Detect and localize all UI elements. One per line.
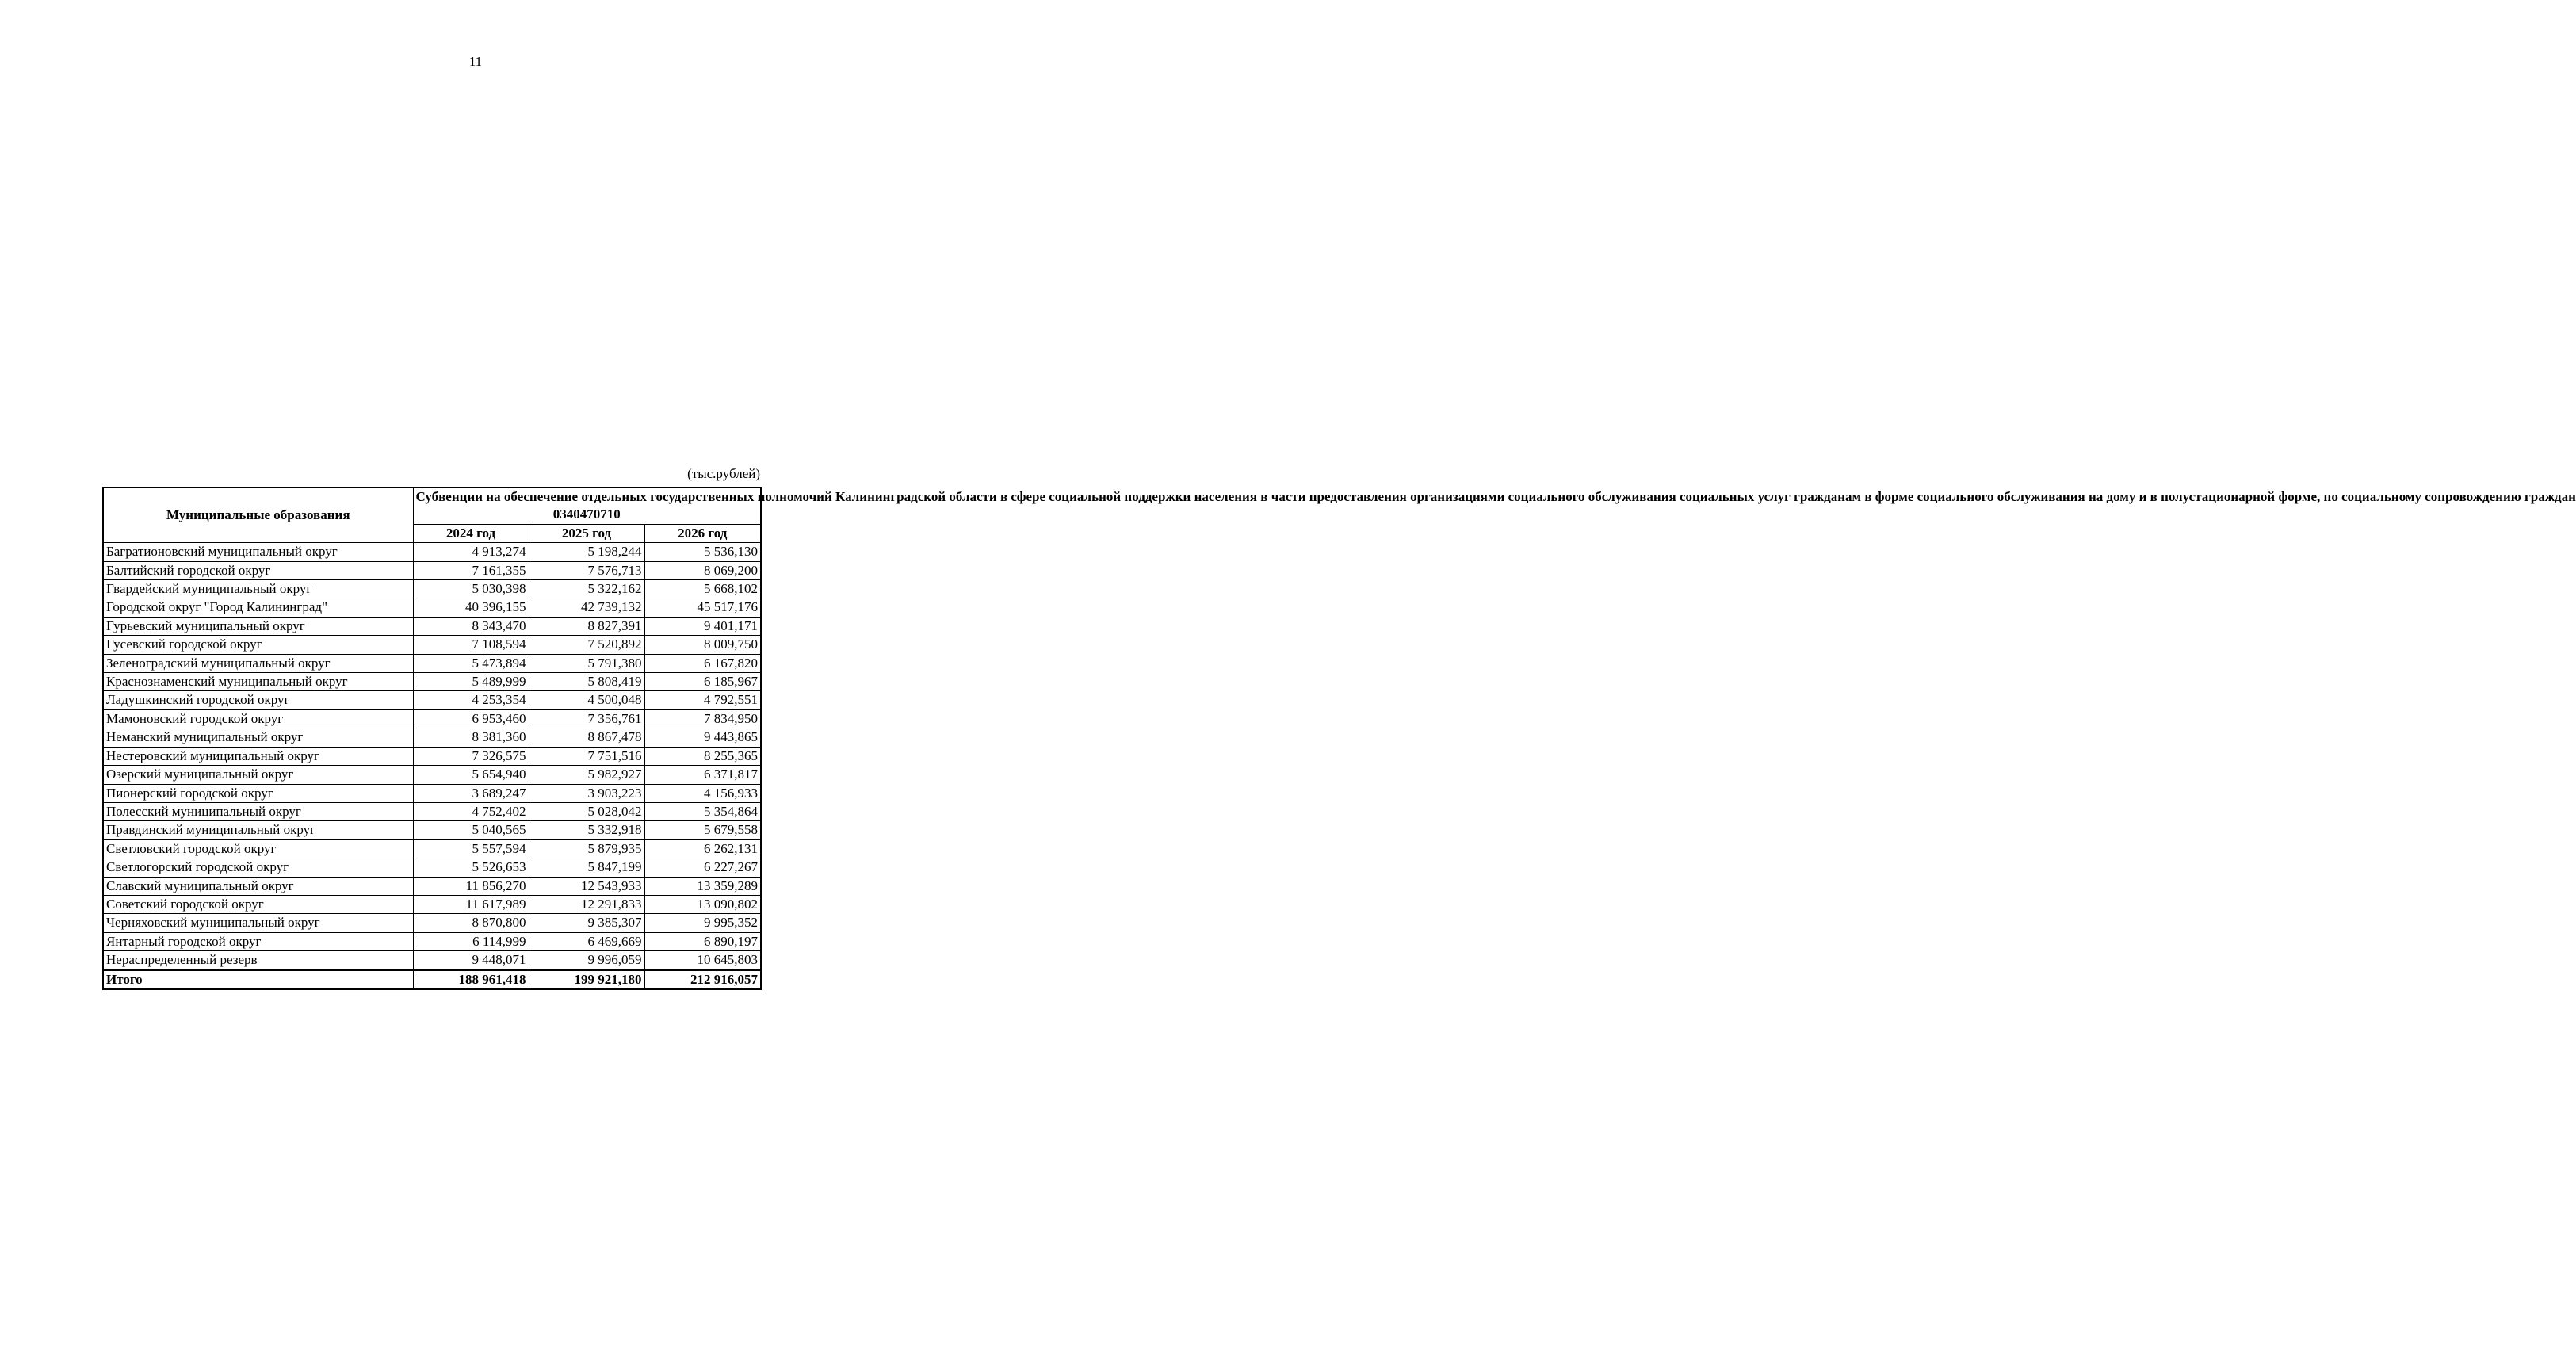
year-header-2026: 2026 год bbox=[644, 524, 761, 542]
table-row bbox=[103, 821, 761, 839]
value-cell-2025: 199 921,180 bbox=[529, 970, 644, 989]
municipality-name-cell: Ладушкинский городской округ bbox=[103, 691, 413, 709]
municipality-name-cell: Славский муниципальный округ bbox=[103, 877, 413, 895]
value-cell-2024: 6 953,460 bbox=[413, 709, 529, 728]
municipality-name-cell: Советский городской округ bbox=[103, 895, 413, 913]
municipality-name-cell: Неманский муниципальный округ bbox=[103, 728, 413, 747]
municipality-name-cell: Гурьевский муниципальный округ bbox=[103, 617, 413, 635]
table-row bbox=[103, 877, 761, 895]
municipality-name-cell: Черняховский муниципальный округ bbox=[103, 914, 413, 932]
table-row bbox=[103, 951, 761, 970]
municipality-name-cell: Нераспределенный резерв bbox=[103, 951, 413, 970]
table-row bbox=[103, 802, 761, 820]
value-cell-2026: 5 354,864 bbox=[644, 802, 761, 820]
value-cell-2024: 11 617,989 bbox=[413, 895, 529, 913]
value-cell-2024: 6 114,999 bbox=[413, 932, 529, 950]
table-row bbox=[103, 543, 761, 561]
value-cell-2025: 8 867,478 bbox=[529, 728, 644, 747]
value-cell-2024: 40 396,155 bbox=[413, 598, 529, 617]
value-cell-2024: 11 856,270 bbox=[413, 877, 529, 895]
total-row bbox=[103, 970, 761, 989]
table-row bbox=[103, 858, 761, 877]
value-cell-2025: 5 198,244 bbox=[529, 543, 644, 561]
value-cell-2024: 4 913,274 bbox=[413, 543, 529, 561]
value-cell-2024: 188 961,418 bbox=[413, 970, 529, 989]
table-row bbox=[103, 932, 761, 950]
value-cell-2025: 7 576,713 bbox=[529, 561, 644, 579]
value-cell-2026: 5 679,558 bbox=[644, 821, 761, 839]
table-row bbox=[103, 839, 761, 858]
municipality-name-cell: Полесский муниципальный округ bbox=[103, 802, 413, 820]
table-row bbox=[103, 673, 761, 691]
budget-code: 0340470710 bbox=[552, 507, 621, 522]
value-cell-2026: 9 995,352 bbox=[644, 914, 761, 932]
value-cell-2026: 45 517,176 bbox=[644, 598, 761, 617]
value-cell-2025: 7 751,516 bbox=[529, 747, 644, 765]
table-row bbox=[103, 691, 761, 709]
value-cell-2025: 42 739,132 bbox=[529, 598, 644, 617]
value-cell-2025: 5 982,927 bbox=[529, 766, 644, 784]
municipality-name-cell: Итого bbox=[103, 970, 413, 989]
table-row bbox=[103, 617, 761, 635]
value-cell-2024: 5 557,594 bbox=[413, 839, 529, 858]
page-number: 11 bbox=[468, 54, 483, 69]
value-cell-2026: 9 401,171 bbox=[644, 617, 761, 635]
value-cell-2024: 5 654,940 bbox=[413, 766, 529, 784]
municipality-name-cell: Светловский городской округ bbox=[103, 839, 413, 858]
value-cell-2025: 5 028,042 bbox=[529, 802, 644, 820]
municipality-name-cell: Городской округ "Город Калининград" bbox=[103, 598, 413, 617]
value-cell-2024: 5 030,398 bbox=[413, 580, 529, 598]
value-cell-2025: 12 291,833 bbox=[529, 895, 644, 913]
table-row bbox=[103, 747, 761, 765]
table-row bbox=[103, 580, 761, 598]
value-cell-2025: 5 847,199 bbox=[529, 858, 644, 877]
municipality-name-cell: Нестеровский муниципальный округ bbox=[103, 747, 413, 765]
value-cell-2026: 4 156,933 bbox=[644, 784, 761, 802]
value-cell-2025: 9 385,307 bbox=[529, 914, 644, 932]
value-cell-2026: 10 645,803 bbox=[644, 951, 761, 970]
value-cell-2025: 5 791,380 bbox=[529, 654, 644, 672]
value-cell-2026: 9 443,865 bbox=[644, 728, 761, 747]
value-cell-2025: 5 879,935 bbox=[529, 839, 644, 858]
value-cell-2025: 5 808,419 bbox=[529, 673, 644, 691]
municipality-name-cell: Краснознаменский муниципальный округ bbox=[103, 673, 413, 691]
value-cell-2024: 5 526,653 bbox=[413, 858, 529, 877]
value-cell-2024: 5 040,565 bbox=[413, 821, 529, 839]
value-cell-2026: 13 090,802 bbox=[644, 895, 761, 913]
value-cell-2026: 212 916,057 bbox=[644, 970, 761, 989]
value-cell-2024: 8 381,360 bbox=[413, 728, 529, 747]
table-row bbox=[103, 766, 761, 784]
year-header-2025: 2025 год bbox=[529, 524, 644, 542]
municipality-name-cell: Светлогорский городской округ bbox=[103, 858, 413, 877]
table-row bbox=[103, 598, 761, 617]
value-cell-2026: 6 371,817 bbox=[644, 766, 761, 784]
value-cell-2025: 9 996,059 bbox=[529, 951, 644, 970]
table-row bbox=[103, 561, 761, 579]
value-cell-2025: 8 827,391 bbox=[529, 617, 644, 635]
units-label: (тыс.рублей) bbox=[687, 466, 760, 481]
value-cell-2026: 8 255,365 bbox=[644, 747, 761, 765]
municipality-name-cell: Мамоновский городской округ bbox=[103, 709, 413, 728]
municipality-name-cell: Озерский муниципальный округ bbox=[103, 766, 413, 784]
value-cell-2024: 5 473,894 bbox=[413, 654, 529, 672]
table-row bbox=[103, 895, 761, 913]
value-cell-2026: 6 227,267 bbox=[644, 858, 761, 877]
value-cell-2024: 5 489,999 bbox=[413, 673, 529, 691]
municipality-name-cell: Багратионовский муниципальный округ bbox=[103, 543, 413, 561]
value-cell-2026: 13 359,289 bbox=[644, 877, 761, 895]
municipality-name-cell: Балтийский городской округ bbox=[103, 561, 413, 579]
column-header-subventions bbox=[413, 488, 2576, 524]
municipality-name-cell: Янтарный городской округ bbox=[103, 932, 413, 950]
value-cell-2025: 4 500,048 bbox=[529, 691, 644, 709]
municipality-name-cell: Пионерский городской округ bbox=[103, 784, 413, 802]
value-cell-2026: 7 834,950 bbox=[644, 709, 761, 728]
value-cell-2025: 3 903,223 bbox=[529, 784, 644, 802]
municipality-name-cell: Гвардейский муниципальный округ bbox=[103, 580, 413, 598]
value-cell-2025: 7 356,761 bbox=[529, 709, 644, 728]
value-cell-2026: 5 536,130 bbox=[644, 543, 761, 561]
subventions-description: Субвенции на обеспечение отдельных государственных полномочий Калининградской области в сфере социальной поддержки населения в части предоставления организациями социального обслуживания социальных услуг гражданам в форме социального обслуживания на дому и в полустационарной форме, по социальному сопровождению граждан bbox=[415, 489, 2576, 504]
table-row bbox=[103, 654, 761, 672]
municipality-name-cell: Зеленоградский муниципальный округ bbox=[103, 654, 413, 672]
value-cell-2024: 9 448,071 bbox=[413, 951, 529, 970]
table-row bbox=[103, 709, 761, 728]
value-cell-2026: 6 167,820 bbox=[644, 654, 761, 672]
year-header-2024: 2024 год bbox=[413, 524, 529, 542]
value-cell-2024: 7 161,355 bbox=[413, 561, 529, 579]
value-cell-2025: 12 543,933 bbox=[529, 877, 644, 895]
value-cell-2025: 7 520,892 bbox=[529, 636, 644, 654]
value-cell-2026: 6 262,131 bbox=[644, 839, 761, 858]
column-header-municipalities: Муниципальные образования bbox=[103, 488, 413, 543]
subventions-table bbox=[102, 487, 2576, 990]
value-cell-2024: 7 108,594 bbox=[413, 636, 529, 654]
value-cell-2026: 4 792,551 bbox=[644, 691, 761, 709]
value-cell-2024: 8 343,470 bbox=[413, 617, 529, 635]
municipality-name-cell: Правдинский муниципальный округ bbox=[103, 821, 413, 839]
table-row bbox=[103, 636, 761, 654]
municipality-name-cell: Гусевский городской округ bbox=[103, 636, 413, 654]
value-cell-2024: 8 870,800 bbox=[413, 914, 529, 932]
value-cell-2026: 5 668,102 bbox=[644, 580, 761, 598]
value-cell-2026: 8 069,200 bbox=[644, 561, 761, 579]
value-cell-2026: 8 009,750 bbox=[644, 636, 761, 654]
value-cell-2026: 6 890,197 bbox=[644, 932, 761, 950]
value-cell-2024: 4 752,402 bbox=[413, 802, 529, 820]
value-cell-2024: 4 253,354 bbox=[413, 691, 529, 709]
value-cell-2026: 6 185,967 bbox=[644, 673, 761, 691]
value-cell-2024: 7 326,575 bbox=[413, 747, 529, 765]
value-cell-2025: 5 332,918 bbox=[529, 821, 644, 839]
table-body bbox=[103, 543, 761, 989]
table-row bbox=[103, 728, 761, 747]
table-row bbox=[103, 784, 761, 802]
value-cell-2024: 3 689,247 bbox=[413, 784, 529, 802]
value-cell-2025: 6 469,669 bbox=[529, 932, 644, 950]
value-cell-2025: 5 322,162 bbox=[529, 580, 644, 598]
table-row bbox=[103, 914, 761, 932]
